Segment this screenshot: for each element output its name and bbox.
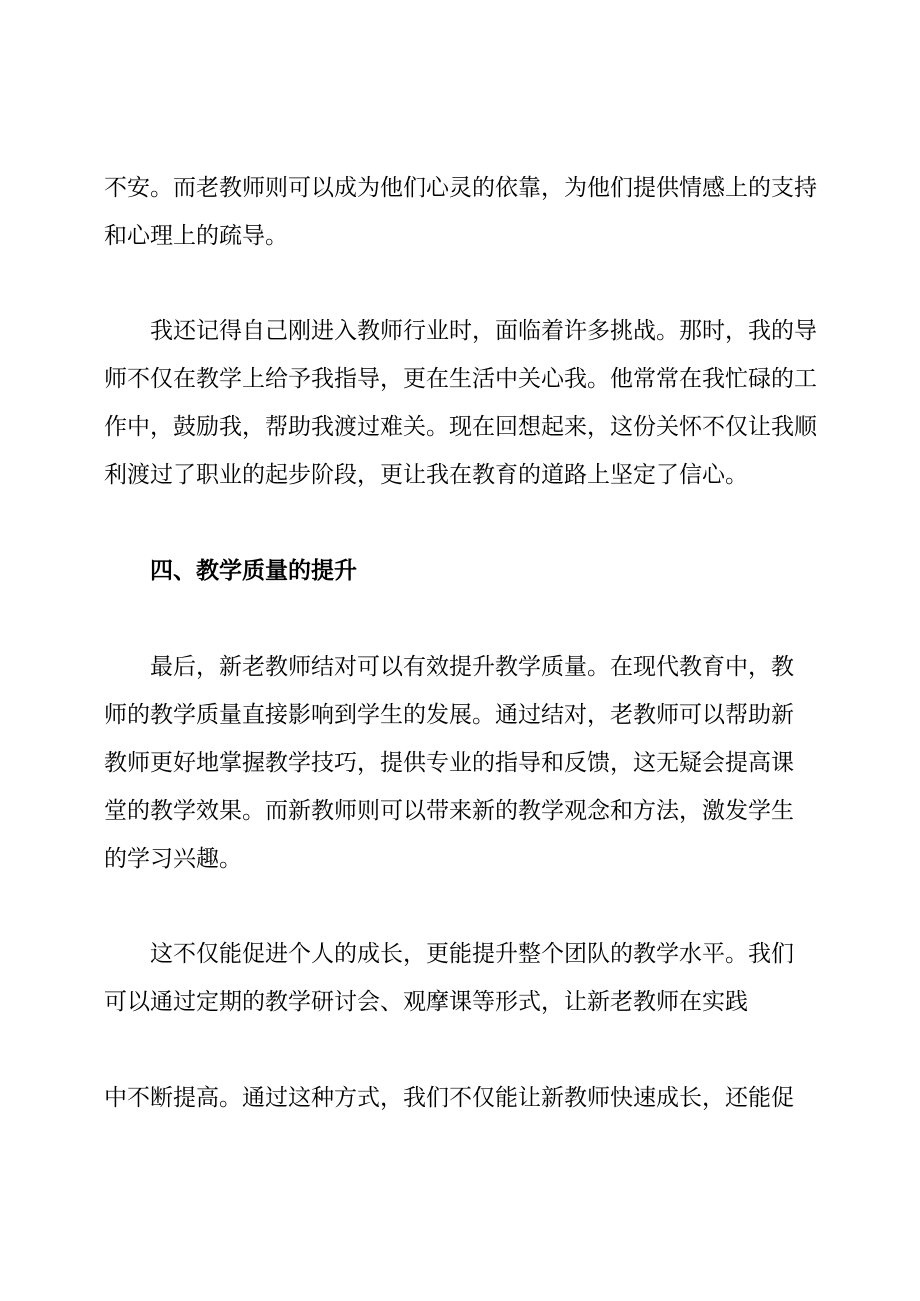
paragraph-4-line-1: 这不仅能促进个人的成长，更能提升整个团队的教学水平。我们 — [150, 941, 794, 967]
paragraph-2-line-4: 利渡过了职业的起步阶段，更让我在教育的道路上坚定了信心。 — [104, 462, 748, 488]
paragraph-5-line-1: 中不断提高。通过这种方式，我们不仅能让新教师快速成长，还能促 — [104, 1085, 794, 1111]
paragraph-3-line-2: 师的教学质量直接影响到学生的发展。通过结对，老教师可以帮助新 — [104, 702, 794, 728]
paragraph-3-line-1: 最后，新老教师结对可以有效提升教学质量。在现代教育中，教 — [150, 654, 794, 680]
paragraph-3-line-4: 堂的教学效果。而新教师则可以带来新的教学观念和方法，激发学生 — [104, 798, 794, 824]
paragraph-1-line-2: 和心理上的疏导。 — [104, 223, 288, 249]
paragraph-2-line-3: 作中，鼓励我，帮助我渡过难关。现在回想起来，这份关怀不仅让我顺 — [104, 414, 817, 440]
paragraph-2-line-1: 我还记得自己刚进入教师行业时，面临着许多挑战。那时，我的导 — [150, 318, 817, 344]
paragraph-4-line-2: 可以通过定期的教学研讨会、观摩课等形式，让新老教师在实践 — [104, 989, 748, 1015]
paragraph-3-line-3: 教师更好地掌握教学技巧，提供专业的指导和反馈，这无疑会提高课 — [104, 750, 794, 776]
paragraph-2-line-2: 师不仅在教学上给予我指导，更在生活中关心我。他常常在我忙碌的工 — [104, 366, 817, 392]
paragraph-1-line-1: 不安。而老教师则可以成为他们心灵的依靠，为他们提供情感上的支持 — [104, 175, 817, 201]
paragraph-3-line-5: 的学习兴趣。 — [104, 846, 242, 872]
section-heading: 四、教学质量的提升 — [150, 557, 357, 584]
